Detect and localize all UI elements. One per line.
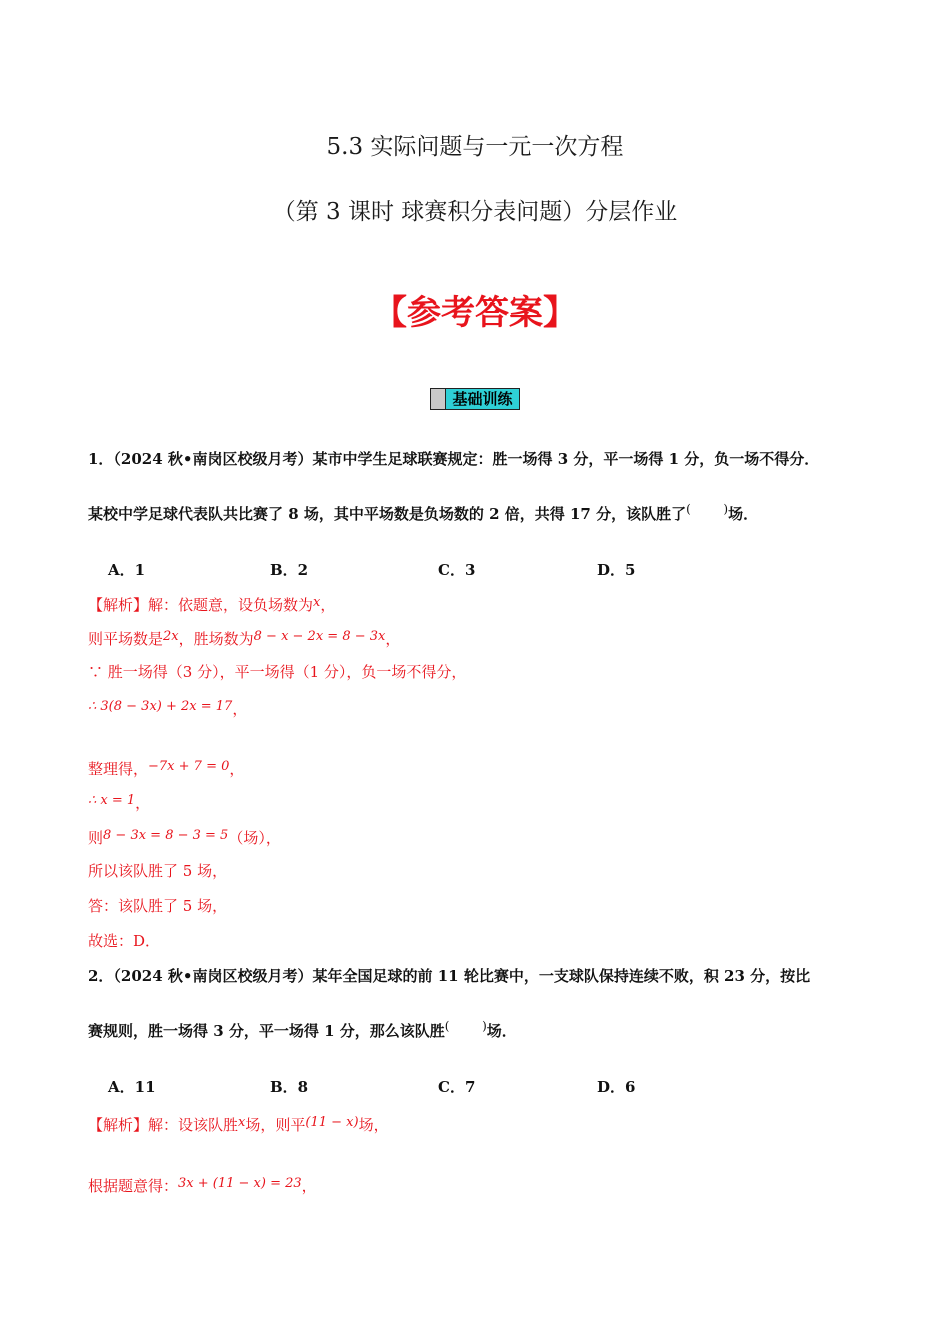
q1-solution-line7: 则8 − 3x = 8 − 3 = 5（场）， — [88, 828, 281, 847]
q2-stem-line1: 2．（2024 秋•南岗区校级月考）某年全国足球的前 11 轮比赛中，一支球队保持连续不败，积 23 分，按比 — [88, 967, 811, 985]
q2-option-b: B．8 — [270, 1078, 309, 1096]
q1-option-a: A．1 — [108, 561, 146, 579]
q1-answer-blank: ( ) — [686, 502, 729, 516]
section-label-marker — [431, 389, 446, 409]
doc-subtitle: （第 3 课时 球赛积分表问题）分层作业 — [272, 199, 678, 225]
doc-title: 5.3 实际问题与一元一次方程 — [326, 134, 624, 160]
q2-solution-line1: 【解析】解：设该队胜x场，则平(11 − x)场， — [88, 1115, 389, 1134]
section-label-box — [430, 388, 520, 410]
section-label: 基础训练 — [452, 390, 513, 408]
q1-option-c: C．3 — [438, 561, 476, 579]
q1-solution-line6: ∴ x = 1， — [88, 793, 151, 812]
q2-solution-line2: 根据题意得：3x + (11 − x) = 23， — [88, 1176, 317, 1195]
q1-stem-end: 场． — [728, 505, 759, 523]
q1-solution-line9: 答：该队胜了 5 场， — [88, 897, 228, 915]
q1-solution-line5: 整理得，−7x + 7 = 0， — [88, 759, 245, 778]
q2-stem-end: 场． — [486, 1022, 517, 1040]
q1-stem-line2 — [88, 503, 758, 524]
q1-solution-line4: ∴ 3(8 − 3x) + 2x = 17， — [88, 699, 248, 718]
q1-solution-line3: ∵ 胜一场得（3 分），平一场得（1 分），负一场不得分， — [88, 663, 467, 681]
q1-solution-line2: 则平场数是2x，胜场数为8 − x − 2x = 8 − 3x， — [88, 629, 401, 648]
q1-solution-line1: 【解析】解：依题意，设负场数为x， — [88, 595, 336, 614]
q2-stem-line2 — [88, 1020, 517, 1041]
q1-solution-line10: 故选：D． — [88, 932, 161, 950]
q1-stem-line1: 1．（2024 秋•南岗区校级月考）某市中学生足球联赛规定：胜一场得 3 分，平一场得 1 分，负一场不得分． — [88, 450, 820, 468]
q1-stem-text: 某校中学足球代表队共比赛了 8 场，其中平场数是负场数的 2 倍，共得 17 分，该队胜了 — [88, 505, 687, 523]
q1-solution-line8: 所以该队胜了 5 场， — [88, 862, 228, 880]
q1-option-d: D．5 — [597, 561, 636, 579]
q2-option-c: C．7 — [438, 1078, 476, 1096]
q2-option-a: A．11 — [108, 1078, 156, 1096]
q2-answer-blank: ( ) — [444, 1019, 487, 1033]
q1-option-b: B．2 — [270, 561, 309, 579]
q2-option-d: D．6 — [597, 1078, 636, 1096]
q2-stem-text: 赛规则，胜一场得 3 分，平一场得 1 分，那么该队胜 — [88, 1022, 445, 1040]
answer-heading: 【参考答案】 — [373, 293, 577, 333]
